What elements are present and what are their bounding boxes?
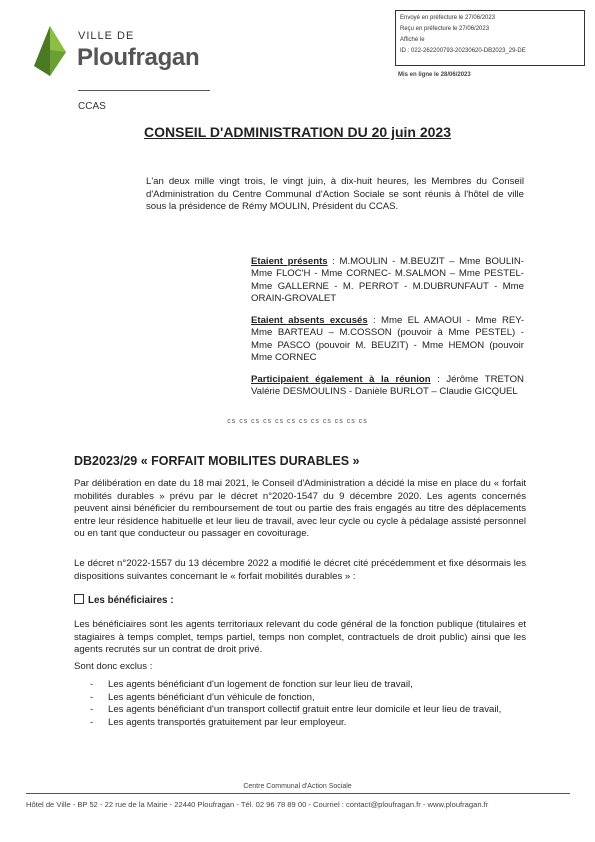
- absent-members: [251, 315, 524, 364]
- page-title: CONSEIL D'ADMINISTRATION DU 20 juin 2023: [144, 124, 451, 140]
- footer-organization: Centre Communal d'Action Sociale: [243, 783, 352, 790]
- list-item: - Les agents bénéficiant d'un transport collectif gratuit entre leur domicile et leur lieu de travail,: [90, 704, 526, 717]
- list-item: - Les agents bénéficiant d'un logement de fonction sur leur lieu de travail,: [90, 679, 526, 692]
- stamp-id: ID : 022-262200793-20230620-DB2023_29-DE: [400, 48, 526, 54]
- stamp-online: Mis en ligne le 28/06/2023: [398, 72, 471, 78]
- footer-divider: [26, 793, 570, 794]
- absent-label: Etaient absents excusés: [251, 315, 368, 326]
- logo-city-name: Ploufragan: [77, 44, 200, 71]
- intro-paragraph: L'an deux mille vingt trois, le vingt juin, à dix-huit heures, les Membres du Conseil d'Administration du Centre Communal d'Action Sociale se sont réunis à l'hôtel de ville sous la présidence de Rémy MOULIN, Président du CCAS.: [146, 176, 524, 212]
- other-attendees: [251, 374, 524, 399]
- ploufragan-logo-icon: [32, 26, 70, 78]
- beneficiaries-label: Les bénéficiaires :: [88, 595, 174, 606]
- stamp-sent: Envoyé en préfecture le 27/06/2023: [400, 15, 496, 21]
- also-label: Participaient également à la réunion: [251, 374, 431, 385]
- footer-address: Hôtel de Ville - BP 52 - 22 rue de la Mairie - 22440 Ploufragan - Tél. 02 96 78 89 00 - Courriel : contact@ploufragan.fr - www.ploufragan.fr: [26, 800, 489, 809]
- absent-list: : Mme EL AMAOUI - Mme REY- Mme BARTEAU – M.COSSON (pouvoir à Mme PESTEL) - Mme PASCO (pouvoir M. BEUZIT) - Mme HEMON (pouvoir Mme CORNEC: [251, 315, 525, 363]
- checkbox-square-icon: [74, 594, 84, 604]
- paragraph-1: Par délibération en date du 18 mai 2021, le Conseil d'Administration a décidé la mise en place du « forfait mobilités durables » prévu par le décret n°2020-1547 du 9 décembre 2020. Les agents concernés peuvent ainsi bénéficier du remboursement de tout ou partie des frais engagés au titre des déplacements entre leur résidence habituelle et leur lieu de travail, avec leur cycle ou cycle à pédalage assisté personnel ou en tant que conducteur ou passager en covoiturage.: [74, 478, 526, 539]
- list-item: - Les agents bénéficiant d'un véhicule de fonction,: [90, 692, 526, 705]
- list-item: - Les agents transportés gratuitement par leur employeur.: [90, 717, 526, 730]
- present-members: [251, 256, 524, 305]
- present-label: Etaient présents: [251, 256, 328, 267]
- header-divider: [78, 90, 210, 91]
- logo-top-text: VILLE DE: [78, 30, 135, 42]
- section-ornament: cs cs cs cs cs cs cs cs cs cs cs cs: [227, 418, 368, 425]
- beneficiaries-heading: [74, 594, 174, 606]
- paragraph-3: Les bénéficiaires sont les agents territoriaux relevant du code général de la fonction publique (titulaires et stagiaires à temps complet, temps partiel, temps non complet, contractuels de droit public) ainsi que les agents recrutés sur un contrat de droit privé.: [74, 619, 526, 655]
- stamp-received: Reçu en préfecture le 27/06/2023: [400, 26, 490, 32]
- also-list: : Jérôme TRETON Valérie DESMOULINS - Danièle BURLOT – Claudie GICQUEL: [251, 374, 524, 398]
- paragraph-2: Le décret n°2022-1557 du 13 décembre 2022 a modifié le décret cité précédemment et fixe désormais les dispositions suivantes concernant le « forfait mobilités durables » :: [74, 558, 526, 582]
- excluded-list: [90, 679, 526, 729]
- deliberation-title: DB2023/29 « FORFAIT MOBILITES DURABLES »: [74, 454, 360, 468]
- prefecture-stamp: [395, 10, 585, 66]
- stamp-posted: Affiché le: [400, 37, 425, 43]
- excluded-intro: Sont donc exclus :: [74, 661, 153, 672]
- present-list: : M.MOULIN - M.BEUZIT – Mme BOULIN-Mme FLOC'H - Mme CORNEC- M.SALMON – Mme PESTEL- Mme GALLERNE - M. PERROT - M.DUBRUNFAUT - Mme ORAIN-GROVALET: [251, 256, 524, 304]
- service-name: CCAS: [78, 101, 106, 112]
